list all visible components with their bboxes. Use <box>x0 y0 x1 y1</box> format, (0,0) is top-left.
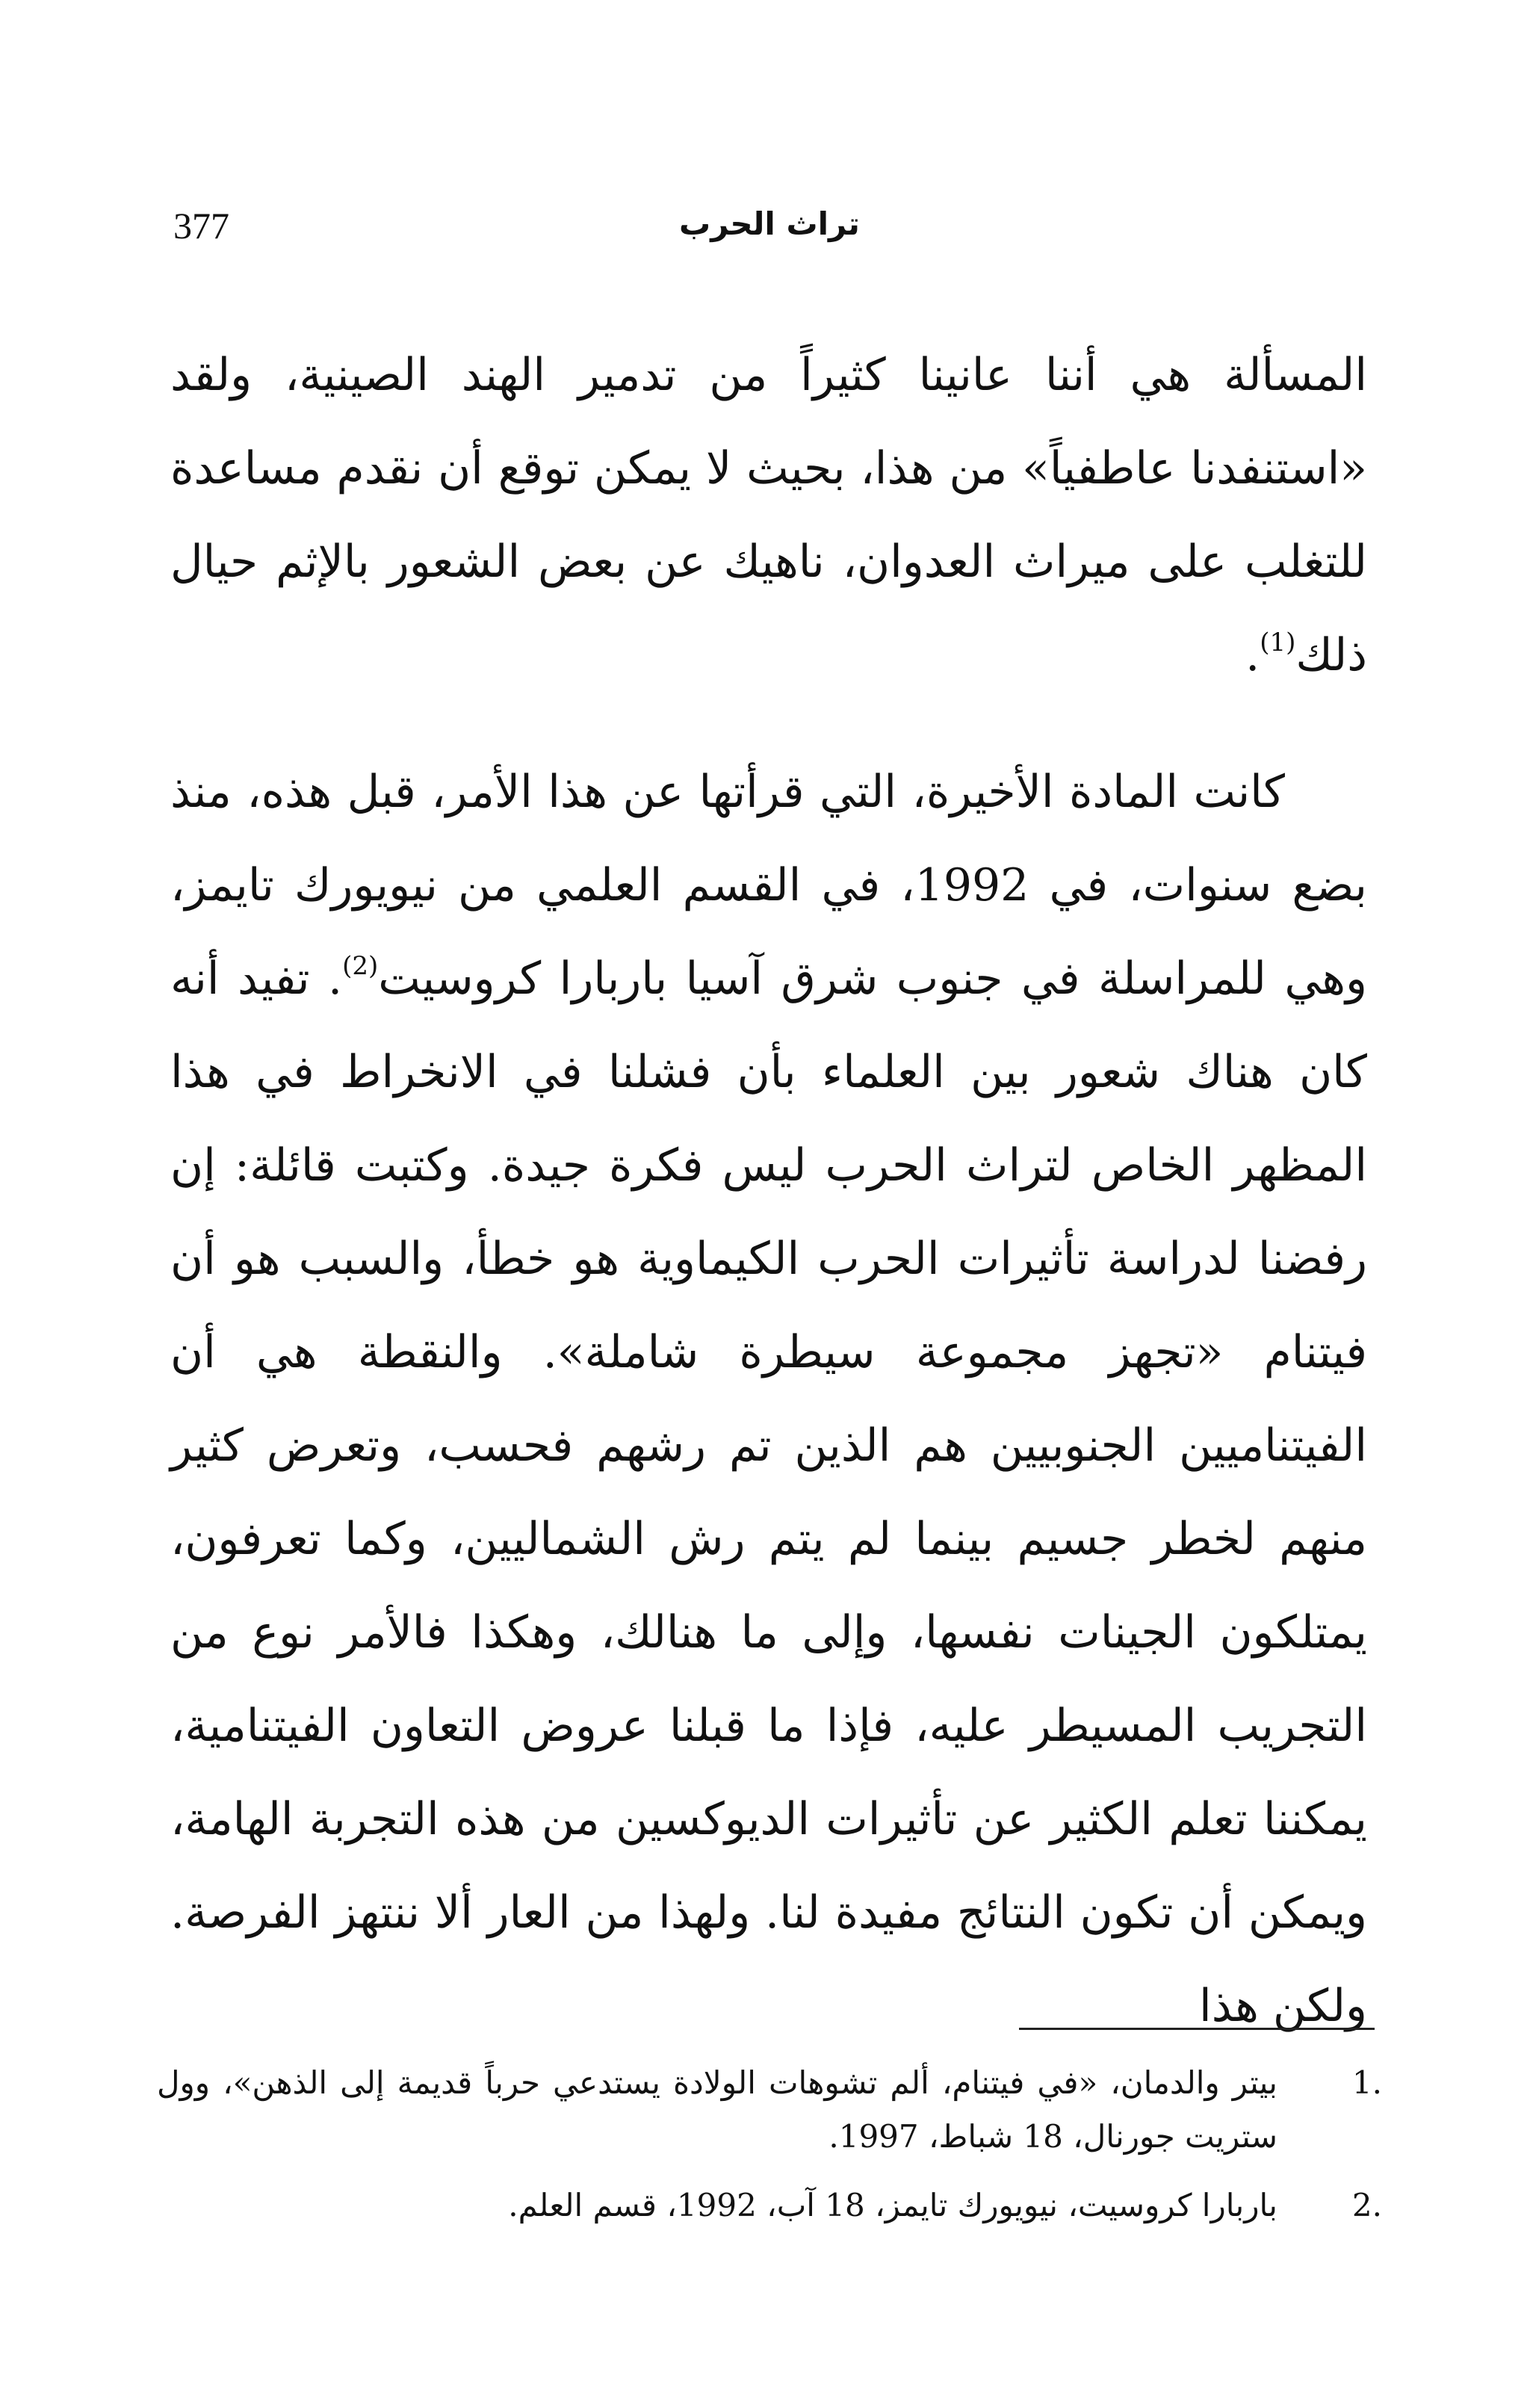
footnote-2-text: باربارا كروسيت، نيويورك تايمز، 18 آب، 1992، قسم العلم. <box>508 2187 1277 2223</box>
paragraph-2-text-start: كانت المادة الأخيرة، التي قرأتها عن هذا الأمر، قبل هذه، منذ بضع سنوات، في 1992، في القسم العلمي من نيويورك تايمز، وهي للمراسلة في جنوب شرق آسيا باربارا كروسيت <box>170 766 1368 1005</box>
footnote-separator <box>1019 2028 1375 2030</box>
footnotes <box>157 2056 1382 2247</box>
footnote-2-marker: .2 <box>1351 2187 1382 2223</box>
body-text <box>170 329 1367 2053</box>
footnote-ref-1: (1) <box>1260 628 1296 657</box>
paragraph-2 <box>170 746 1367 2053</box>
paragraph-1-text: المسألة هي أننا عانينا كثيراً من تدمير الهند الصينية، ولقد «استنفدنا عاطفياً» من هذا، بحيث لا يمكن توقع أن نقدم مساعدة للتغلب على ميراث العدوان، ناهيك عن بعض الشعور بالإثم حيال ذلك <box>170 349 1367 681</box>
paragraph-1 <box>170 329 1367 702</box>
footnote-2 <box>157 2179 1382 2232</box>
page-number: 377 <box>173 205 229 247</box>
footnote-ref-2: (2) <box>342 951 379 981</box>
footnote-1-text: بيتر والدمان، «في فيتنام، ألم تشوهات الولادة يستدعي حرباً قديمة إلى الذهن»، وول ستريت جورنال، 18 شباط، 1997. <box>157 2064 1277 2155</box>
footnote-1 <box>157 2056 1382 2164</box>
paragraph-2-text-rest: . تفيد أنه كان هناك شعور بين العلماء بأن فشلنا في الانخراط في هذا المظهر الخاص لتراث الحرب ليس فكرة جيدة. وكتبت قائلة: إن رفضنا لدراسة تأثيرات الحرب الكيماوية هو خطأ، والسبب هو أن فيتنام «تجهز مجموعة سيطرة شاملة». والنقطة هي أن الفيتناميين الجنوبيين هم الذين تم رشهم فحسب، وتعرض كثير منهم لخطر جسيم بينما لم يتم رش الشماليين، وكما تعرفون، يمتلكون الجينات نفسها، وإلى ما هنالك، وهكذا فالأمر نوع من التجريب المسيطر عليه، فإذا ما قبلنا عروض التعاون الفيتنامية، يمكننا تعلم الكثير عن تأثيرات الديوكسين من هذه التجربة الهامة، ويمكن أن تكون النتائج مفيدة لنا. ولهذا من العار ألا ننتهز الفرصة. ولكن هذا <box>170 953 1367 2032</box>
footnote-1-marker: .1 <box>1351 2064 1382 2101</box>
paragraph-1-end: . <box>1245 629 1260 681</box>
running-title: تراث الحرب <box>679 205 860 242</box>
